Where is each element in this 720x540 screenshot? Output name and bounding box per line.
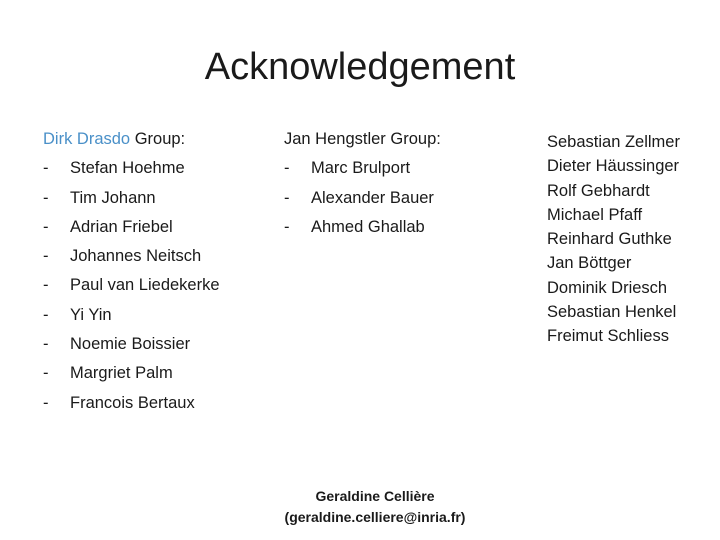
bullet-dash: -: [284, 159, 290, 178]
group-heading-suffix: Group:: [130, 130, 186, 148]
member-name: Francois Bertaux: [70, 393, 195, 412]
collaborator-name: Rolf Gebhardt: [547, 181, 650, 200]
collaborator-name: Reinhard Guthke: [547, 230, 672, 249]
member-name: Stefan Hoehme: [70, 159, 185, 178]
collaborator-name: Dominik Driesch: [547, 278, 668, 297]
bullet-dash: -: [43, 335, 49, 354]
bullet-dash: -: [43, 393, 49, 412]
bullet-dash: -: [43, 364, 49, 383]
list-item: [43, 184, 273, 213]
list-item: [43, 213, 273, 242]
list-item: [284, 184, 514, 213]
bullet-dash: -: [43, 305, 49, 324]
bullet-dash: -: [284, 188, 290, 207]
contact-name: Geraldine Cellière: [315, 488, 435, 504]
list-item: [43, 301, 273, 330]
list-item: [43, 389, 273, 418]
list-item: [43, 242, 273, 271]
collaborator-name: Dieter Häussinger: [547, 157, 680, 176]
member-name: Marc Brulport: [311, 159, 411, 178]
other-collaborators: [547, 130, 717, 349]
member-name: Tim Johann: [70, 188, 156, 207]
group-heading: Jan Hengstler Group:: [284, 130, 441, 148]
member-name: Ahmed Ghallab: [311, 217, 425, 236]
collaborator-name: Michael Pfaff: [547, 205, 643, 224]
bullet-dash: -: [43, 217, 49, 236]
bullet-dash: -: [43, 188, 49, 207]
bullet-dash: -: [43, 159, 49, 178]
collaborator-name: Freimut Schliess: [547, 327, 669, 346]
bullet-dash: -: [43, 276, 49, 295]
contact-info: [240, 486, 510, 528]
group-drasdo: [43, 125, 273, 418]
member-name: Noemie Boissier: [70, 335, 191, 354]
contact-email: (geraldine.celliere@inria.fr): [284, 509, 466, 525]
collaborator-name: Jan Böttger: [547, 254, 632, 273]
bullet-dash: -: [284, 217, 290, 236]
group-hengstler: [284, 125, 514, 242]
member-name: Margriet Palm: [70, 364, 173, 383]
member-name: Yi Yin: [70, 305, 112, 324]
bullet-dash: -: [43, 247, 49, 266]
list-item: [43, 359, 273, 388]
member-name: Alexander Bauer: [311, 188, 434, 207]
collaborator-name: Sebastian Henkel: [547, 303, 677, 322]
member-name: Adrian Friebel: [70, 217, 173, 236]
member-name: Johannes Neitsch: [70, 247, 202, 266]
slide-title: Acknowledgement: [204, 46, 516, 88]
list-item: [284, 213, 514, 242]
list-item: [284, 154, 514, 183]
member-name: Paul van Liedekerke: [70, 276, 220, 295]
list-item: [43, 154, 273, 183]
group-leader-name: Dirk Drasdo: [43, 130, 131, 148]
collaborator-name: Sebastian Zellmer: [547, 133, 680, 151]
list-item: [43, 330, 273, 359]
list-item: [43, 271, 273, 300]
group-heading: [43, 125, 273, 154]
